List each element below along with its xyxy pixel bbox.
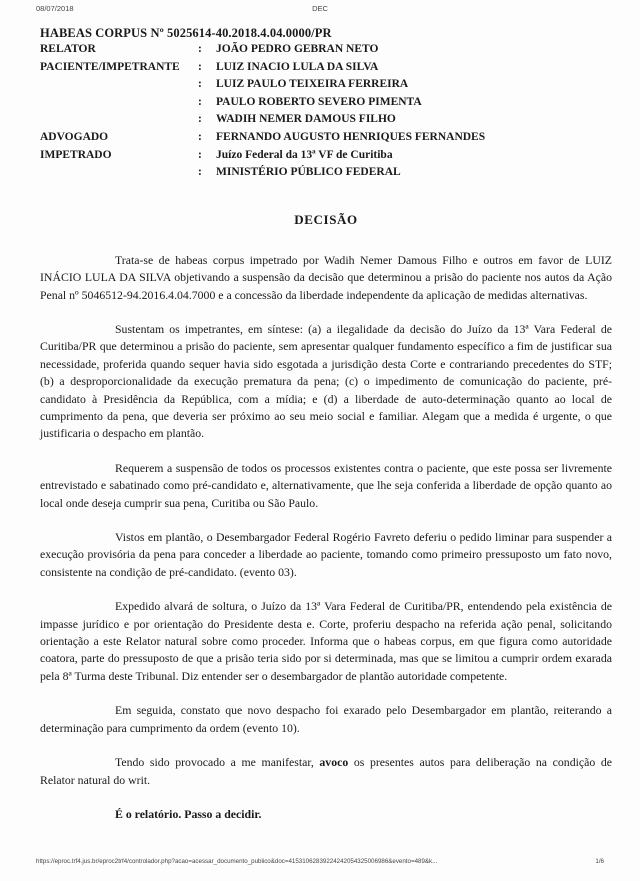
party-row (40, 96, 485, 114)
print-header (36, 4, 604, 16)
party-name: PAULO ROBERTO SEVERO PIMENTA (216, 95, 422, 108)
paragraph: Vistos em plantão, o Desembargador Federal Rogério Favreto deferiu o pedido liminar para suspender a execução provisória da pena para conceder a liberdade ao paciente, tomando como primeiro pressuposto um fato novo, consistente na condição de pré-candidato. (evento 03). (40, 530, 612, 579)
party-role (40, 166, 198, 184)
party-row (40, 149, 485, 167)
party-role (40, 96, 198, 114)
party-name: LUIZ INACIO LULA DA SILVA (216, 60, 379, 73)
party-role: PACIENTE/IMPETRANTE (40, 60, 180, 73)
decision-body (40, 252, 612, 824)
party-separator: : (198, 148, 202, 161)
decision-title: DECISÃO (294, 211, 358, 227)
party-row (40, 131, 485, 149)
parties-table (40, 43, 485, 184)
party-row (40, 166, 485, 184)
party-separator: : (198, 60, 202, 73)
print-footer (36, 858, 604, 870)
paragraph: Em seguida, constato que novo despacho foi exarado pelo Desembargador em plantão, reiterando a determinação para cumprimento da ordem (evento 10). (40, 703, 612, 735)
print-doc-title: DEC (312, 4, 328, 13)
print-date: 08/07/2018 (36, 4, 74, 13)
document-content (40, 26, 612, 840)
party-role: IMPETRADO (40, 148, 112, 161)
party-separator: : (198, 113, 202, 126)
paragraph-text: Tendo sido provocado a me manifestar, (115, 755, 320, 770)
party-row (40, 43, 485, 61)
party-row (40, 61, 485, 79)
party-role: ADVOGADO (40, 130, 109, 143)
paragraph: Trata-se de habeas corpus impetrado por Wadih Nemer Damous Filho e outros em favor de LUIZ INÁCIO LULA DA SILVA objetivando a suspensão da decisão que determinou a prisão do paciente nos autos da Ação Penal nº 5046512-94.2016.4.04.7000 e a concessão da liberdade independente da aplicação de medidas alternativas. (40, 252, 612, 302)
party-name: WADIH NEMER DAMOUS FILHO (216, 113, 396, 126)
paragraph: Requerem a suspensão de todos os processos existentes contra o paciente, que este possa ser livremente entrevistado e sabatinado como pré-candidato e, alternativamente, que lhe seja conferida a liberdade de opção quanto ao local onde deseja cumprir sua pena, Curitiba ou São Paulo. (40, 460, 612, 510)
party-separator: : (198, 130, 202, 143)
party-role (40, 113, 198, 131)
party-separator: : (198, 166, 202, 179)
party-role: RELATOR (40, 43, 96, 55)
party-name: LUIZ PAULO TEIXEIRA FERREIRA (216, 78, 409, 91)
party-row (40, 78, 485, 96)
party-name: JOÃO PEDRO GEBRAN NETO (216, 43, 379, 55)
closing-statement: É o relatório. Passo a decidir. (115, 806, 262, 821)
party-role (40, 78, 198, 96)
paragraph: Expedido alvará de soltura, o Juízo da 13ª Vara Federal de Curitiba/PR, entendendo pela existência de impasse jurídico e por orientação do Presidente desta e. Corte, proferiu despacho na referida ação penal, solicitando orientação a este Relator natural sobre como proceder. Informa que o habeas corpus, em que figura como autoridade coatora, parte do pressuposto de que a prisão teria sido por si determinada, mas que se limitou a cumprir ordem exarada pela 8ª Turma deste Tribunal. Diz entender ser o desembargador de plantão autoridade competente. (40, 599, 612, 683)
party-separator: : (198, 43, 202, 55)
party-row (40, 113, 485, 131)
case-number: HABEAS CORPUS Nº 5025614-40.2018.4.04.0000/PR (40, 26, 332, 40)
party-name: Juízo Federal da 13ª VF de Curitiba (216, 148, 393, 161)
emphasis-avoco: avoco (319, 755, 349, 770)
party-separator: : (198, 95, 202, 108)
print-url: https://eproc.trf4.jus.br/eproc2trf4/controlador.php?acao=acessar_documento_publico&doc=41531062839224242054325006986&evento=489&k... (36, 858, 438, 865)
page-number: 1/6 (595, 858, 604, 865)
paragraph: Sustentam os impetrantes, em síntese: (a) a ilegalidade da decisão do Juízo da 13ª Vara Federal de Curitiba/PR que determinou a prisão do paciente, sem apresentar qualquer fundamento específico a fim de justificar sua necessidade, proferida quando sequer havia sido esgotada a jurisdição desta Corte e contrariando precedentes do STF; (b) a desproporcionalidade da execução prematura da pena; (c) o impedimento de comunicação do paciente, pré-candidato à Presidência da República, com a mídia; e (d) a liberdade de auto-determinação quanto ao local de cumprimento da pena, que deveria ser próximo ao seu meio social e familiar. Alegam que a medida é urgente, o que justificaria o despacho em plantão. (40, 321, 612, 441)
party-separator: : (198, 78, 202, 91)
paragraph (40, 754, 612, 789)
paragraph-text: os presentes autos para deliberação na condição de Relator natural do writ. (40, 755, 612, 787)
party-name: FERNANDO AUGUSTO HENRIQUES FERNANDES (216, 130, 486, 143)
party-name: MINISTÉRIO PÚBLICO FEDERAL (216, 166, 401, 179)
